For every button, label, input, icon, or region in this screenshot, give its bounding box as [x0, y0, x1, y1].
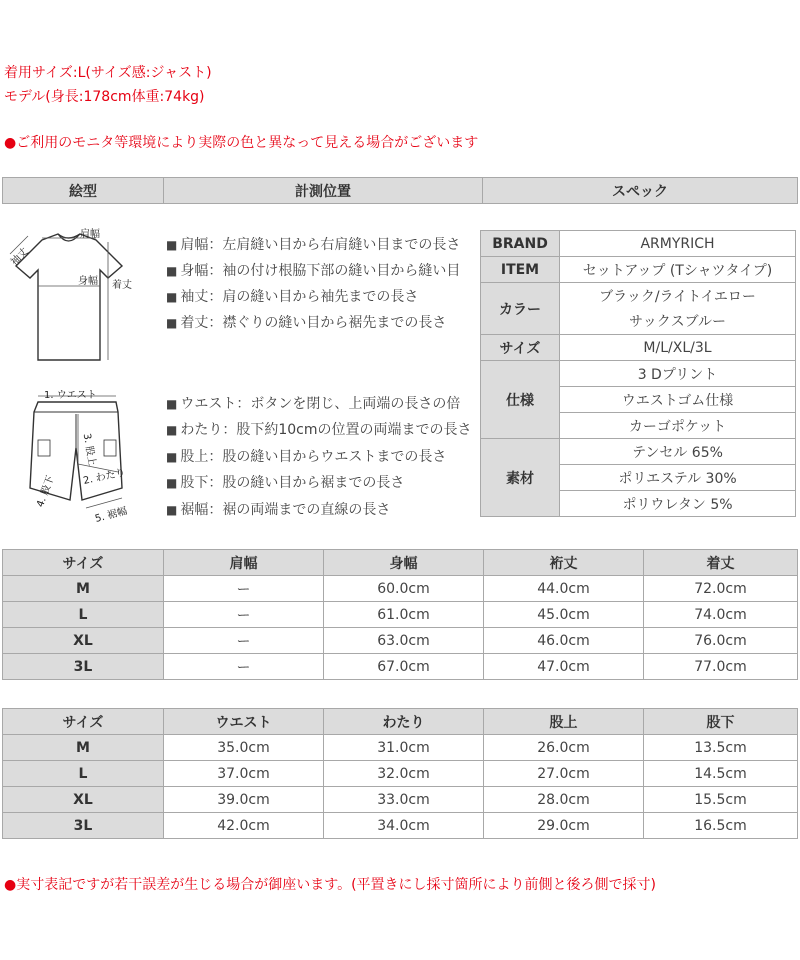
- value-cell: 33.0cm: [324, 787, 484, 813]
- shorts-waist-label: 1. ウエスト: [44, 390, 97, 401]
- bottom-header-thigh: わたり: [324, 709, 484, 735]
- value-cell: 34.0cm: [324, 813, 484, 839]
- value-cell: 13.5cm: [644, 735, 798, 761]
- size-cell: XL: [3, 787, 164, 813]
- value-cell: 77.0cm: [644, 654, 798, 680]
- value-cell: 32.0cm: [324, 761, 484, 787]
- top-header-shoulder: 肩幅: [164, 550, 324, 576]
- spec-item: セットアップ (Tシャツタイプ): [560, 257, 796, 283]
- value-cell: 27.0cm: [484, 761, 644, 787]
- measure-inseam: ■ 股下：股の縫い目から裾までの長さ: [166, 475, 405, 491]
- size-cell: 3L: [3, 813, 164, 839]
- bottom-header-rise: 股上: [484, 709, 644, 735]
- top-header-sleeve: 裄丈: [484, 550, 644, 576]
- spec-brand: ARMYRICH: [560, 231, 796, 257]
- spec-feature-3: カーゴポケット: [560, 413, 796, 439]
- shorts-illustration: [4, 388, 144, 528]
- tshirt-illustration: [4, 228, 134, 368]
- measure-length: ■ 着丈：襟ぐりの縫い目から裾先までの長さ: [166, 315, 447, 331]
- spec-material-2: ポリエステル 30%: [560, 465, 796, 491]
- top-size-table: [2, 549, 798, 680]
- spec-brand-label: BRAND: [481, 231, 560, 257]
- value-cell: 63.0cm: [324, 628, 484, 654]
- value-cell: 76.0cm: [644, 628, 798, 654]
- value-cell: 67.0cm: [324, 654, 484, 680]
- measure-waist: ■ ウエスト：ボタンを閉じ、上両端の長さの倍: [166, 396, 461, 412]
- value-cell: 28.0cm: [484, 787, 644, 813]
- value-cell: 26.0cm: [484, 735, 644, 761]
- spec-feature-1: 3 Dプリント: [560, 361, 796, 387]
- value-cell: 42.0cm: [164, 813, 324, 839]
- value-cell: 16.5cm: [644, 813, 798, 839]
- shorts-inseam-label: 4. 股下: [35, 474, 57, 509]
- table-row: [3, 576, 798, 602]
- table-row: [3, 813, 798, 839]
- shirt-body-label: 身幅: [78, 276, 98, 287]
- top-header-length: 着丈: [644, 550, 798, 576]
- table-row: [3, 735, 798, 761]
- value-cell: 46.0cm: [484, 628, 644, 654]
- value-cell: 44.0cm: [484, 576, 644, 602]
- size-cell: M: [3, 576, 164, 602]
- spec-material-label: 素材: [481, 439, 560, 517]
- measure-body: ■ 身幅：袖の付け根脇下部の縫い目から縫い目: [166, 263, 461, 279]
- value-cell: 37.0cm: [164, 761, 324, 787]
- table-row: [3, 654, 798, 680]
- header-illustration: 絵型: [3, 178, 164, 204]
- value-cell: 39.0cm: [164, 787, 324, 813]
- value-cell: ー: [164, 602, 324, 628]
- value-cell: 60.0cm: [324, 576, 484, 602]
- footer-note: ●実寸表記ですが若干誤差が生じる場合が御座います。(平置きにし採寸箇所により前側と後ろ側で採寸): [4, 877, 657, 893]
- value-cell: 14.5cm: [644, 761, 798, 787]
- spec-color-2: サックスブルー: [560, 309, 796, 335]
- monitor-note: ●ご利用のモニタ等環境により実際の色と異なって見える場合がございます: [4, 135, 479, 151]
- value-cell: ー: [164, 628, 324, 654]
- value-cell: 72.0cm: [644, 576, 798, 602]
- table-row: [3, 628, 798, 654]
- header-spec: スペック: [483, 178, 798, 204]
- header-measure: 計測位置: [164, 178, 483, 204]
- bottom-size-table: [2, 708, 798, 839]
- measure-shoulder: ■ 肩幅：左肩縫い目から右肩縫い目までの長さ: [166, 237, 461, 253]
- spec-features-label: 仕様: [481, 361, 560, 439]
- size-cell: L: [3, 761, 164, 787]
- value-cell: 35.0cm: [164, 735, 324, 761]
- shorts-thigh-label: 2. わたり: [82, 467, 127, 487]
- value-cell: 29.0cm: [484, 813, 644, 839]
- spec-feature-2: ウエストゴム仕様: [560, 387, 796, 413]
- spec-material-1: テンセル 65%: [560, 439, 796, 465]
- spec-item-label: ITEM: [481, 257, 560, 283]
- value-cell: 61.0cm: [324, 602, 484, 628]
- value-cell: 31.0cm: [324, 735, 484, 761]
- shirt-sleeve-label: 袖丈: [8, 246, 31, 269]
- shirt-shoulder-label: 肩幅: [80, 229, 100, 240]
- section-header: [2, 177, 798, 204]
- value-cell: ー: [164, 576, 324, 602]
- spec-size-label: サイズ: [481, 335, 560, 361]
- value-cell: 15.5cm: [644, 787, 798, 813]
- measure-rise: ■ 股上：股の縫い目からウエストまでの長さ: [166, 449, 447, 465]
- shorts-hem-label: 5. 裾幅: [93, 505, 129, 525]
- size-cell: M: [3, 735, 164, 761]
- table-row: [3, 787, 798, 813]
- size-cell: L: [3, 602, 164, 628]
- wear-size-note: 着用サイズ:L(サイズ感:ジャスト): [4, 65, 212, 81]
- bottom-header-waist: ウエスト: [164, 709, 324, 735]
- value-cell: 74.0cm: [644, 602, 798, 628]
- top-header-size: サイズ: [3, 550, 164, 576]
- size-cell: 3L: [3, 654, 164, 680]
- model-note: モデル(身長:178cm体重:74kg): [4, 89, 205, 105]
- spec-material-3: ポリウレタン 5%: [560, 491, 796, 517]
- measure-sleeve: ■ 袖丈：肩の縫い目から袖先までの長さ: [166, 289, 419, 305]
- measure-thigh: ■ わたり：股下約10cmの位置の両端までの長さ: [166, 422, 472, 438]
- table-row: [3, 761, 798, 787]
- shirt-length-label: 着丈: [112, 280, 132, 291]
- spec-sizes: M/L/XL/3L: [560, 335, 796, 361]
- shorts-rise-label: 3. 股上: [80, 432, 98, 467]
- measure-hem: ■ 裾幅：裾の両端までの直線の長さ: [166, 502, 391, 518]
- bottom-header-size: サイズ: [3, 709, 164, 735]
- spec-table: [480, 230, 796, 517]
- spec-color-1: ブラック/ライトイエロー: [560, 283, 796, 309]
- bottom-header-inseam: 股下: [644, 709, 798, 735]
- table-row: [3, 602, 798, 628]
- top-header-body: 身幅: [324, 550, 484, 576]
- value-cell: 45.0cm: [484, 602, 644, 628]
- value-cell: ー: [164, 654, 324, 680]
- spec-color-label: カラー: [481, 283, 560, 335]
- size-cell: XL: [3, 628, 164, 654]
- value-cell: 47.0cm: [484, 654, 644, 680]
